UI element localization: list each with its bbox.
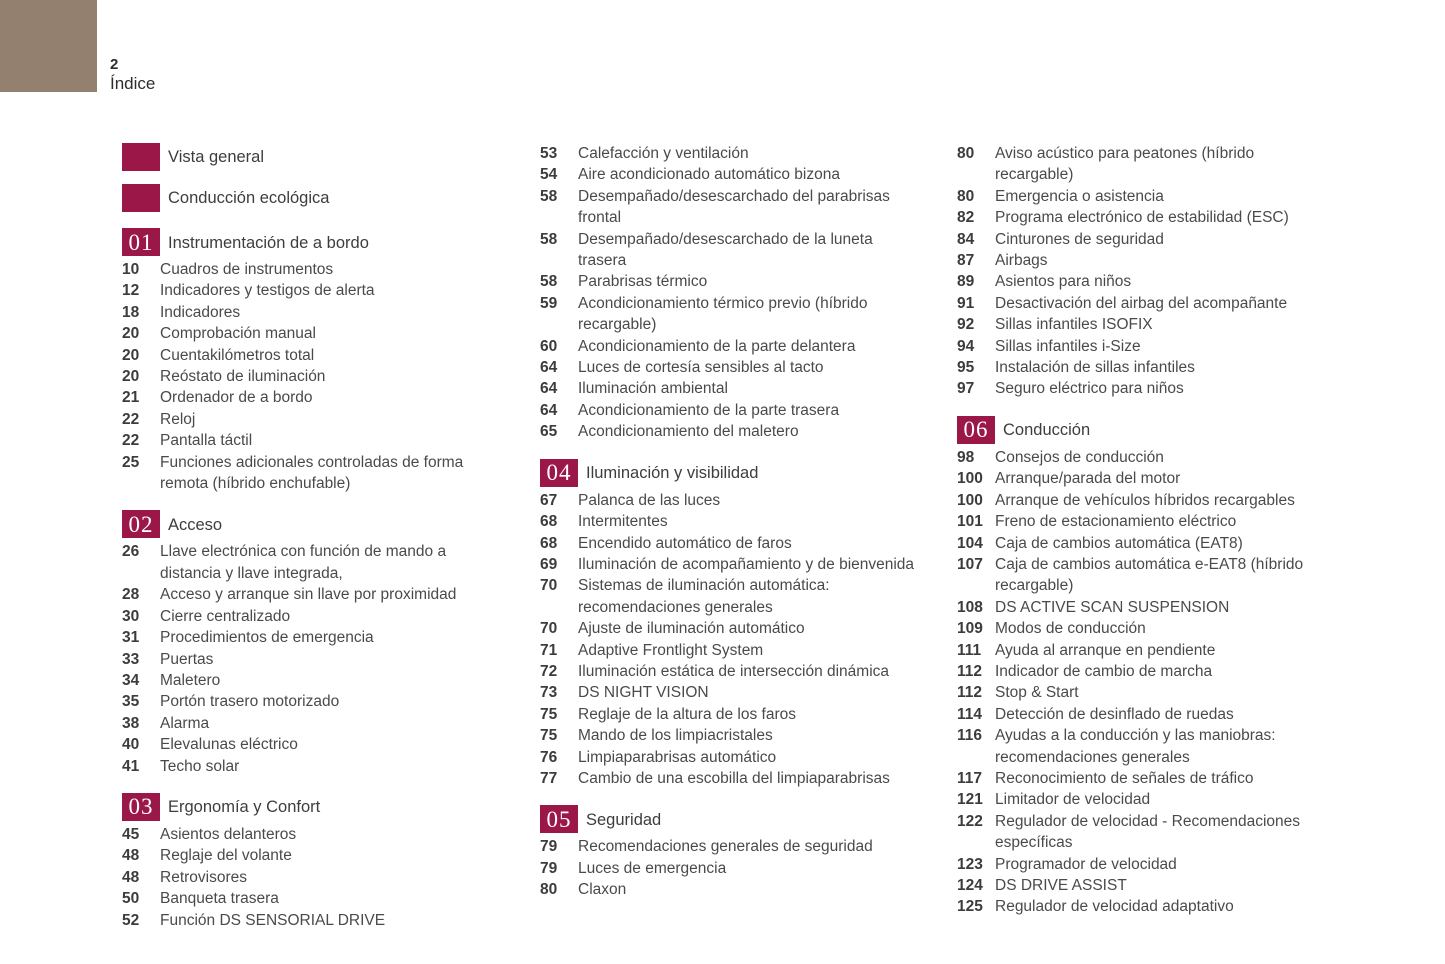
entry-list bbox=[540, 836, 922, 900]
entry-page-number: 108 bbox=[957, 598, 983, 616]
entry-list bbox=[122, 259, 500, 494]
toc-entry bbox=[957, 811, 1329, 854]
cover-accent-block bbox=[0, 0, 97, 92]
entry-page-number: 75 bbox=[540, 705, 558, 723]
entry-page-number: 58 bbox=[540, 230, 558, 248]
entry-label: Limpiaparabrisas automático bbox=[578, 748, 777, 766]
entry-page-number: 21 bbox=[122, 389, 140, 407]
entry-label: Airbags bbox=[995, 252, 1048, 270]
entry-label: Detección de desinflado de ruedas bbox=[995, 705, 1234, 723]
entry-label: Mando de los limpiacristales bbox=[578, 727, 773, 745]
toc-entry bbox=[540, 836, 922, 857]
section-header bbox=[957, 416, 1329, 444]
entry-page-number: 77 bbox=[540, 769, 558, 787]
entry-label: DS ACTIVE SCAN SUSPENSION bbox=[995, 598, 1230, 616]
entry-label: Ayuda al arranque en pendiente bbox=[995, 641, 1216, 659]
toc-section bbox=[540, 459, 922, 790]
entry-label: Sillas infantiles i-Size bbox=[995, 337, 1141, 355]
section-header bbox=[122, 793, 500, 821]
entry-page-number: 58 bbox=[540, 273, 558, 291]
entry-label: Elevalunas eléctrico bbox=[160, 736, 298, 754]
entry-label: Iluminación estática de intersección dinámica bbox=[578, 662, 890, 680]
section-title: Seguridad bbox=[586, 810, 662, 829]
entry-page-number: 70 bbox=[540, 577, 558, 595]
section-header bbox=[122, 228, 500, 256]
entry-label: Emergencia o asistencia bbox=[995, 187, 1164, 205]
entry-label: Banqueta trasera bbox=[160, 890, 279, 908]
toc-entry bbox=[540, 618, 922, 639]
entry-label: Encendido automático de faros bbox=[578, 534, 792, 552]
entry-page-number: 33 bbox=[122, 650, 140, 668]
toc-entry bbox=[122, 910, 500, 931]
toc-entry bbox=[540, 378, 922, 399]
toc-entry bbox=[122, 345, 500, 366]
section-number-badge: 04 bbox=[540, 459, 578, 487]
entry-page-number: 121 bbox=[957, 791, 983, 809]
entry-page-number: 54 bbox=[540, 166, 558, 184]
entry-label: Acceso y arranque sin llave por proximidad bbox=[160, 586, 457, 604]
entry-label: Regulador de velocidad adaptativo bbox=[995, 898, 1234, 916]
toc-entry bbox=[957, 661, 1329, 682]
toc-entry bbox=[540, 490, 922, 511]
entry-label: Acondicionamiento de la parte trasera bbox=[578, 401, 840, 419]
toc-entry bbox=[540, 271, 922, 292]
entry-page-number: 109 bbox=[957, 620, 983, 638]
entry-page-number: 60 bbox=[540, 337, 558, 355]
entry-page-number: 116 bbox=[957, 727, 983, 745]
entry-page-number: 58 bbox=[540, 187, 558, 205]
entry-label: Alarma bbox=[160, 714, 210, 732]
chapter-color-swatch bbox=[122, 143, 160, 171]
entry-list bbox=[540, 490, 922, 790]
toc-entry bbox=[122, 888, 500, 909]
entry-label: Seguro eléctrico para niños bbox=[995, 380, 1184, 398]
toc-entry bbox=[540, 143, 922, 164]
entry-label: Pantalla táctil bbox=[160, 432, 253, 450]
entry-page-number: 50 bbox=[122, 890, 140, 908]
section-header bbox=[540, 459, 922, 487]
page-header bbox=[110, 56, 155, 94]
toc-entry bbox=[122, 713, 500, 734]
toc-entry bbox=[122, 430, 500, 451]
entry-page-number: 48 bbox=[122, 868, 140, 886]
chapter-label: Vista general bbox=[168, 147, 265, 166]
toc-entry bbox=[957, 229, 1329, 250]
entry-page-number: 59 bbox=[540, 294, 558, 312]
entry-page-number: 87 bbox=[957, 252, 975, 270]
entry-label: Aire acondicionado automático bizona bbox=[578, 166, 840, 184]
entry-page-number: 98 bbox=[957, 448, 975, 466]
entry-page-number: 25 bbox=[122, 453, 140, 471]
entry-page-number: 112 bbox=[957, 684, 983, 702]
toc-entry bbox=[122, 845, 500, 866]
entry-page-number: 71 bbox=[540, 641, 558, 659]
section-title: Instrumentación de a bordo bbox=[168, 233, 369, 252]
entry-label: Iluminación de acompañamiento y de bienvenida bbox=[578, 555, 915, 573]
toc-entry bbox=[957, 789, 1329, 810]
entry-label: Asientos para niños bbox=[995, 273, 1132, 291]
toc-entry bbox=[957, 143, 1329, 186]
toc-column bbox=[957, 143, 1329, 918]
entry-label: Llave electrónica con función de mando a distancia y llave integrada, bbox=[160, 543, 447, 582]
toc-entry bbox=[957, 357, 1329, 378]
toc-entry bbox=[957, 250, 1329, 271]
entry-label: Acondicionamiento de la parte delantera bbox=[578, 337, 856, 355]
entry-page-number: 68 bbox=[540, 513, 558, 531]
entry-label: Calefacción y ventilación bbox=[578, 145, 749, 162]
toc-entry bbox=[957, 640, 1329, 661]
toc-entry bbox=[957, 314, 1329, 335]
toc-entry bbox=[540, 747, 922, 768]
toc-entry bbox=[122, 734, 500, 755]
toc-section bbox=[122, 793, 500, 931]
toc-section bbox=[122, 228, 500, 494]
entry-page-number: 38 bbox=[122, 714, 140, 732]
entry-page-number: 48 bbox=[122, 847, 140, 865]
toc-entry bbox=[540, 164, 922, 185]
entry-label: Intermitentes bbox=[578, 513, 668, 531]
entry-page-number: 20 bbox=[122, 346, 140, 364]
toc-entry bbox=[957, 447, 1329, 468]
entry-page-number: 65 bbox=[540, 423, 558, 441]
entry-page-number: 94 bbox=[957, 337, 975, 355]
toc-entry bbox=[957, 875, 1329, 896]
toc-entry bbox=[122, 302, 500, 323]
entry-page-number: 122 bbox=[957, 812, 983, 830]
toc-section bbox=[540, 805, 922, 900]
toc-entry bbox=[122, 824, 500, 845]
toc-entry bbox=[122, 691, 500, 712]
entry-page-number: 26 bbox=[122, 543, 140, 561]
entry-page-number: 20 bbox=[122, 325, 140, 343]
section-header bbox=[122, 510, 500, 538]
toc-entry bbox=[957, 618, 1329, 639]
entry-page-number: 80 bbox=[540, 881, 558, 899]
entry-label: Desempañado/desescarchado de la luneta trasera bbox=[578, 230, 873, 270]
toc-entry bbox=[122, 409, 500, 430]
entry-list bbox=[122, 824, 500, 931]
entry-page-number: 68 bbox=[540, 534, 558, 552]
entry-label: Función DS SENSORIAL DRIVE bbox=[160, 911, 386, 929]
toc-entry bbox=[540, 879, 922, 900]
section-title: Iluminación y visibilidad bbox=[586, 464, 759, 483]
toc-entry bbox=[957, 378, 1329, 399]
entry-page-number: 92 bbox=[957, 316, 975, 334]
entry-label: Cinturones de seguridad bbox=[995, 230, 1164, 248]
entry-label: Portón trasero motorizado bbox=[160, 693, 340, 711]
entry-label: Maletero bbox=[160, 671, 221, 689]
section-number-badge: 05 bbox=[540, 805, 578, 833]
toc-entry bbox=[122, 627, 500, 648]
entry-label: Reglaje de la altura de los faros bbox=[578, 705, 796, 723]
toc-entry bbox=[122, 366, 500, 387]
entry-label: Desempañado/desescarchado del parabrisas frontal bbox=[578, 187, 890, 227]
toc-entry bbox=[540, 400, 922, 421]
toc-entry bbox=[957, 336, 1329, 357]
toc-entry bbox=[540, 661, 922, 682]
entry-label: Ajuste de iluminación automático bbox=[578, 620, 805, 638]
entry-label: Asientos delanteros bbox=[160, 825, 297, 843]
entry-label: Retrovisores bbox=[160, 868, 247, 886]
entry-label: Caja de cambios automática (EAT8) bbox=[995, 534, 1243, 552]
entry-label: Comprobación manual bbox=[160, 325, 316, 343]
chapter-label: Conducción ecológica bbox=[168, 188, 330, 207]
toc-entry bbox=[122, 756, 500, 777]
toc-entry bbox=[540, 229, 922, 272]
entry-label: Indicador de cambio de marcha bbox=[995, 662, 1213, 680]
entry-page-number: 100 bbox=[957, 491, 983, 509]
toc-entry bbox=[540, 554, 922, 575]
toc-entry bbox=[957, 725, 1329, 768]
entry-page-number: 97 bbox=[957, 380, 975, 398]
entry-page-number: 72 bbox=[540, 662, 558, 680]
toc-entry bbox=[540, 511, 922, 532]
entry-page-number: 82 bbox=[957, 209, 975, 227]
entry-label: Adaptive Frontlight System bbox=[578, 641, 764, 659]
toc-entry bbox=[957, 468, 1329, 489]
chapter-badge-row bbox=[122, 143, 500, 171]
section-number-badge: 06 bbox=[957, 416, 995, 444]
entry-list bbox=[540, 143, 922, 443]
entry-page-number: 124 bbox=[957, 877, 983, 894]
entry-label: Puertas bbox=[160, 650, 214, 668]
toc-entry bbox=[540, 725, 922, 746]
entry-page-number: 101 bbox=[957, 513, 983, 531]
entry-page-number: 12 bbox=[122, 282, 140, 300]
toc-entry bbox=[122, 452, 500, 495]
toc-entry bbox=[957, 597, 1329, 618]
section-title: Conducción bbox=[1003, 421, 1091, 440]
entry-page-number: 107 bbox=[957, 555, 983, 573]
entry-label: Stop & Start bbox=[995, 684, 1079, 702]
entry-page-number: 34 bbox=[122, 671, 140, 689]
toc-entry bbox=[957, 704, 1329, 725]
entry-label: Cierre centralizado bbox=[160, 607, 291, 625]
entry-page-number: 28 bbox=[122, 586, 140, 604]
entry-page-number: 30 bbox=[122, 607, 140, 625]
entry-page-number: 89 bbox=[957, 273, 975, 291]
page-title: Índice bbox=[110, 74, 156, 93]
toc-entry bbox=[957, 554, 1329, 597]
entry-page-number: 79 bbox=[540, 838, 558, 856]
entry-label: Programador de velocidad bbox=[995, 855, 1177, 873]
entry-label: Sillas infantiles ISOFIX bbox=[995, 316, 1153, 334]
toc-entry bbox=[540, 357, 922, 378]
entry-label: Limitador de velocidad bbox=[995, 791, 1151, 809]
entry-list bbox=[957, 143, 1329, 400]
toc-entry bbox=[957, 207, 1329, 228]
entry-page-number: 79 bbox=[540, 859, 558, 877]
entry-label: Caja de cambios automática e-EAT8 (híbrido recargable) bbox=[995, 555, 1304, 595]
entry-page-number: 80 bbox=[957, 187, 975, 205]
entry-label: Programa electrónico de estabilidad (ESC) bbox=[995, 209, 1289, 227]
entry-page-number: 53 bbox=[540, 145, 558, 162]
toc-entry bbox=[957, 682, 1329, 703]
entry-label: Procedimientos de emergencia bbox=[160, 629, 374, 647]
toc-entry bbox=[540, 682, 922, 703]
entry-page-number: 114 bbox=[957, 705, 983, 723]
entry-label: Regulador de velocidad - Recomendaciones específicas bbox=[995, 812, 1301, 852]
toc-entry bbox=[540, 336, 922, 357]
toc-entry bbox=[122, 606, 500, 627]
entry-page-number: 69 bbox=[540, 555, 558, 573]
toc-entry bbox=[957, 854, 1329, 875]
entry-page-number: 20 bbox=[122, 368, 140, 386]
entry-list bbox=[957, 447, 1329, 918]
chapter-badge-row bbox=[122, 184, 500, 212]
toc-entry bbox=[122, 387, 500, 408]
entry-label: DS DRIVE ASSIST bbox=[995, 877, 1127, 894]
entry-page-number: 76 bbox=[540, 748, 558, 766]
entry-label: Recomendaciones generales de seguridad bbox=[578, 838, 873, 856]
toc-entry bbox=[540, 704, 922, 725]
toc-entry bbox=[122, 280, 500, 301]
entry-page-number: 64 bbox=[540, 401, 558, 419]
entry-label: Reconocimiento de señales de tráfico bbox=[995, 769, 1254, 787]
entry-label: Acondicionamiento térmico previo (híbrido recargable) bbox=[578, 294, 868, 334]
entry-page-number: 22 bbox=[122, 410, 140, 428]
toc-entry bbox=[957, 768, 1329, 789]
entry-label: Arranque de vehículos híbridos recargables bbox=[995, 491, 1295, 509]
entry-label: Funciones adicionales controladas de forma remota (híbrido enchufable) bbox=[160, 453, 464, 493]
entry-label: Aviso acústico para peatones (híbrido recargable) bbox=[995, 145, 1255, 184]
section-title: Ergonomía y Confort bbox=[168, 798, 321, 817]
toc-column bbox=[540, 143, 922, 901]
entry-label: Cuentakilómetros total bbox=[160, 346, 315, 364]
entry-page-number: 67 bbox=[540, 491, 558, 509]
chapter-color-swatch bbox=[122, 184, 160, 212]
entry-label: Cuadros de instrumentos bbox=[160, 261, 334, 278]
toc-entry bbox=[957, 293, 1329, 314]
toc-entry bbox=[540, 575, 922, 618]
entry-label: Ayudas a la conducción y las maniobras: recomendaciones generales bbox=[995, 727, 1276, 766]
toc-section bbox=[122, 510, 500, 776]
entry-label: Acondicionamiento del maletero bbox=[578, 423, 799, 441]
toc-entry bbox=[540, 768, 922, 789]
entry-page-number: 125 bbox=[957, 898, 983, 916]
entry-label: Freno de estacionamiento eléctrico bbox=[995, 513, 1237, 531]
entry-page-number: 73 bbox=[540, 684, 558, 702]
toc-entry bbox=[540, 421, 922, 442]
entry-page-number: 35 bbox=[122, 693, 140, 711]
entry-label: Palanca de las luces bbox=[578, 491, 721, 509]
entry-page-number: 123 bbox=[957, 855, 983, 873]
toc-entry bbox=[122, 867, 500, 888]
entry-label: Reloj bbox=[160, 410, 196, 428]
entry-page-number: 45 bbox=[122, 825, 140, 843]
entry-page-number: 80 bbox=[957, 145, 975, 162]
toc-entry bbox=[957, 490, 1329, 511]
entry-label: Claxon bbox=[578, 881, 627, 899]
toc-entry bbox=[540, 533, 922, 554]
entry-page-number: 84 bbox=[957, 230, 975, 248]
entry-label: Indicadores bbox=[160, 303, 241, 321]
entry-label: Desactivación del airbag del acompañante bbox=[995, 294, 1288, 312]
entry-label: Reóstato de iluminación bbox=[160, 368, 326, 386]
entry-page-number: 75 bbox=[540, 727, 558, 745]
toc-section bbox=[957, 416, 1329, 918]
entry-page-number: 31 bbox=[122, 629, 140, 647]
entry-label: Luces de emergencia bbox=[578, 859, 727, 877]
toc-entry bbox=[957, 511, 1329, 532]
entry-label: Luces de cortesía sensibles al tacto bbox=[578, 359, 824, 377]
section-number-badge: 01 bbox=[122, 228, 160, 256]
entry-list bbox=[122, 541, 500, 776]
entry-label: Reglaje del volante bbox=[160, 847, 292, 865]
toc-entry bbox=[122, 670, 500, 691]
entry-page-number: 52 bbox=[122, 911, 140, 929]
entry-page-number: 104 bbox=[957, 534, 983, 552]
section-number-badge: 02 bbox=[122, 510, 160, 538]
entry-page-number: 117 bbox=[957, 769, 983, 787]
entry-label: Instalación de sillas infantiles bbox=[995, 359, 1195, 377]
entry-label: Arranque/parada del motor bbox=[995, 470, 1181, 488]
page-number: 2 bbox=[110, 56, 119, 73]
toc-entry bbox=[122, 259, 500, 280]
entry-label: Iluminación ambiental bbox=[578, 380, 728, 398]
entry-label: DS NIGHT VISION bbox=[578, 684, 709, 702]
entry-page-number: 70 bbox=[540, 620, 558, 638]
section-number-badge: 03 bbox=[122, 793, 160, 821]
entry-label: Cambio de una escobilla del limpiaparabrisas bbox=[578, 769, 890, 787]
toc-entry bbox=[957, 533, 1329, 554]
toc-entry bbox=[122, 584, 500, 605]
toc-entry bbox=[122, 323, 500, 344]
section-header bbox=[540, 805, 922, 833]
entry-page-number: 18 bbox=[122, 303, 140, 321]
entry-label: Techo solar bbox=[160, 757, 240, 775]
toc-entry bbox=[957, 271, 1329, 292]
entry-page-number: 41 bbox=[122, 757, 140, 775]
toc-entry bbox=[122, 541, 500, 584]
toc-entry bbox=[957, 186, 1329, 207]
entry-page-number: 95 bbox=[957, 359, 975, 377]
toc-entry bbox=[540, 858, 922, 879]
toc-entry bbox=[957, 896, 1329, 917]
toc-column bbox=[122, 143, 500, 931]
entry-page-number: 10 bbox=[122, 261, 140, 278]
entry-page-number: 100 bbox=[957, 470, 983, 488]
entry-page-number: 91 bbox=[957, 294, 975, 312]
entry-label: Modos de conducción bbox=[995, 620, 1146, 638]
entry-page-number: 64 bbox=[540, 380, 558, 398]
entry-label: Consejos de conducción bbox=[995, 448, 1164, 466]
entry-page-number: 40 bbox=[122, 736, 140, 754]
section-title: Acceso bbox=[168, 515, 223, 534]
entry-page-number: 22 bbox=[122, 432, 140, 450]
toc-entry bbox=[540, 293, 922, 336]
entry-label: Ordenador de a bordo bbox=[160, 389, 313, 407]
entry-page-number: 111 bbox=[957, 641, 982, 659]
entry-label: Parabrisas térmico bbox=[578, 273, 708, 291]
toc-entry bbox=[540, 640, 922, 661]
toc-entry bbox=[540, 186, 922, 229]
entry-page-number: 64 bbox=[540, 359, 558, 377]
entry-label: Sistemas de iluminación automática: recomendaciones generales bbox=[578, 577, 830, 616]
entry-page-number: 112 bbox=[957, 662, 983, 680]
toc-entry bbox=[122, 649, 500, 670]
entry-label: Indicadores y testigos de alerta bbox=[160, 282, 375, 300]
